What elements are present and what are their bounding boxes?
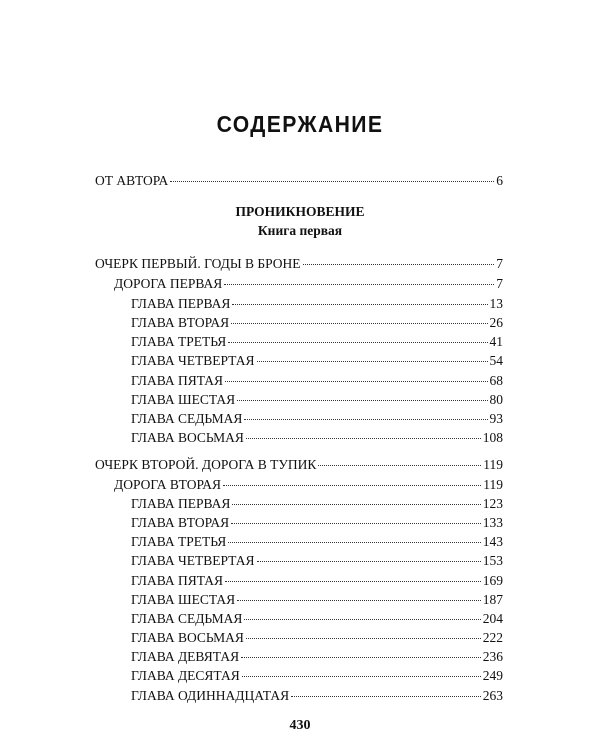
toc-entry-chapter (131, 629, 503, 647)
toc-entry-label: ГЛАВА ТРЕТЬЯ (131, 334, 227, 349)
toc-entry-page: 68 (489, 373, 503, 388)
toc-entry-chapter (131, 610, 503, 628)
toc-entry-chapter (131, 572, 503, 590)
toc-entry-page: 133 (482, 515, 503, 530)
toc-entry-label: ОЧЕРК ПЕРВЫЙ. ГОДЫ В БРОНЕ (95, 256, 301, 271)
toc-entry-label: ДОРОГА ПЕРВАЯ (114, 276, 223, 291)
toc-entry-label: ГЛАВА ВОСЬМАЯ (131, 630, 244, 645)
page-title: СОДЕРЖАНИЕ (216, 111, 384, 137)
toc-entry-page: 41 (489, 334, 503, 349)
toc-entry-page: 153 (482, 553, 503, 568)
toc-entry-chapter (131, 352, 503, 370)
book-heading: ПРОНИКНОВЕНИЕ (235, 204, 365, 219)
leader-dots (244, 619, 480, 620)
leader-dots (170, 181, 494, 182)
toc-entry-label: ДОРОГА ВТОРАЯ (114, 477, 222, 492)
leader-dots (242, 676, 481, 677)
toc-entry-chapter (131, 533, 503, 551)
toc-entry-chapter (131, 295, 503, 313)
toc-entry-label: ГЛАВА ПЯТАЯ (131, 573, 224, 588)
leader-dots (224, 284, 494, 285)
toc-entry-chapter (131, 648, 503, 666)
leader-dots (241, 657, 481, 658)
toc-entry-chapter (131, 514, 503, 532)
toc-entry-essay-1 (95, 255, 503, 273)
toc-entry-chapter (131, 391, 503, 409)
leader-dots (225, 581, 481, 582)
toc-entry-label: ГЛАВА ПЕРВАЯ (131, 496, 231, 511)
toc-entry-page: 80 (489, 392, 503, 407)
toc-entry-label: ГЛАВА ШЕСТАЯ (131, 392, 236, 407)
toc-entry-road-1 (114, 275, 503, 293)
leader-dots (257, 361, 488, 362)
toc-entry-label: ГЛАВА ЧЕТВЕРТАЯ (131, 353, 255, 368)
toc-entry-label: ГЛАВА ВТОРАЯ (131, 515, 230, 530)
leader-dots (246, 438, 481, 439)
toc-entry-page: 204 (482, 611, 503, 626)
toc-entry-page: 263 (482, 688, 503, 703)
toc-entry-label: ГЛАВА ОДИННАДЦАТАЯ (131, 688, 290, 703)
toc-entry-label: ГЛАВА СЕДЬМАЯ (131, 411, 243, 426)
book-subheading: Книга первая (257, 223, 343, 238)
leader-dots (291, 696, 481, 697)
toc-entry-chapter (131, 314, 503, 332)
leader-dots (237, 400, 487, 401)
toc-entry-label: ОЧЕРК ВТОРОЙ. ДОРОГА В ТУПИК (95, 457, 317, 472)
toc-entry-chapter (131, 591, 503, 609)
toc-entry-label: ГЛАВА ПЕРВАЯ (131, 296, 231, 311)
toc-entry-label: ГЛАВА ДЕВЯТАЯ (131, 649, 240, 664)
toc-entry-page: 26 (489, 315, 503, 330)
toc-entry-page: 119 (483, 477, 503, 492)
toc-entry-page: 143 (482, 534, 503, 549)
toc-entry-label: ГЛАВА СЕДЬМАЯ (131, 611, 243, 626)
toc-entry-chapter (131, 687, 503, 705)
toc-entry-label: ГЛАВА ЧЕТВЕРТАЯ (131, 553, 255, 568)
toc-entry-page: 249 (482, 668, 503, 683)
leader-dots (318, 465, 481, 466)
leader-dots (228, 342, 487, 343)
toc-entry-label: ГЛАВА ВТОРАЯ (131, 315, 230, 330)
toc-entry-page: 13 (489, 296, 503, 311)
toc-entry-label: ГЛАВА ВОСЬМАЯ (131, 430, 244, 445)
toc-entry-label: ГЛАВА ШЕСТАЯ (131, 592, 236, 607)
toc-entry-label: ГЛАВА ПЯТАЯ (131, 373, 224, 388)
toc-entry-page: 93 (489, 411, 503, 426)
leader-dots (244, 419, 487, 420)
toc-entry-chapter (131, 552, 503, 570)
toc-entry-author-note (95, 172, 503, 190)
leader-dots (232, 504, 480, 505)
toc-entry-chapter (131, 429, 503, 447)
toc-entry-page: 7 (496, 256, 503, 271)
toc-entry-page: 123 (482, 496, 503, 511)
toc-entry-page: 236 (482, 649, 503, 664)
toc-entry-page: 54 (489, 353, 503, 368)
toc-entry-chapter (131, 333, 503, 351)
leader-dots (303, 264, 495, 265)
leader-dots (246, 638, 481, 639)
leader-dots (231, 323, 487, 324)
toc-entry-road-2 (114, 476, 503, 494)
toc-entry-page: 108 (482, 430, 503, 445)
leader-dots (237, 600, 481, 601)
leader-dots (231, 523, 481, 524)
toc-entry-essay-2 (95, 456, 503, 474)
toc-entry-chapter (131, 372, 503, 390)
page-number: 430 (289, 718, 311, 733)
leader-dots (257, 561, 481, 562)
toc-entry-label: ОТ АВТОРА (95, 173, 169, 188)
toc-entry-chapter (131, 667, 503, 685)
toc-entry-page: 187 (482, 592, 503, 607)
leader-dots (228, 542, 480, 543)
toc-entry-page: 119 (483, 457, 503, 472)
toc-entry-chapter (131, 410, 503, 428)
toc-entry-label: ГЛАВА ДЕСЯТАЯ (131, 668, 240, 683)
toc-entry-chapter (131, 495, 503, 513)
toc-entry-page: 7 (496, 276, 503, 291)
leader-dots (232, 304, 487, 305)
toc-entry-page: 169 (482, 573, 503, 588)
toc-entry-page: 6 (496, 173, 503, 188)
leader-dots (223, 485, 481, 486)
toc-entry-page: 222 (482, 630, 503, 645)
toc-entry-label: ГЛАВА ТРЕТЬЯ (131, 534, 227, 549)
leader-dots (225, 381, 487, 382)
